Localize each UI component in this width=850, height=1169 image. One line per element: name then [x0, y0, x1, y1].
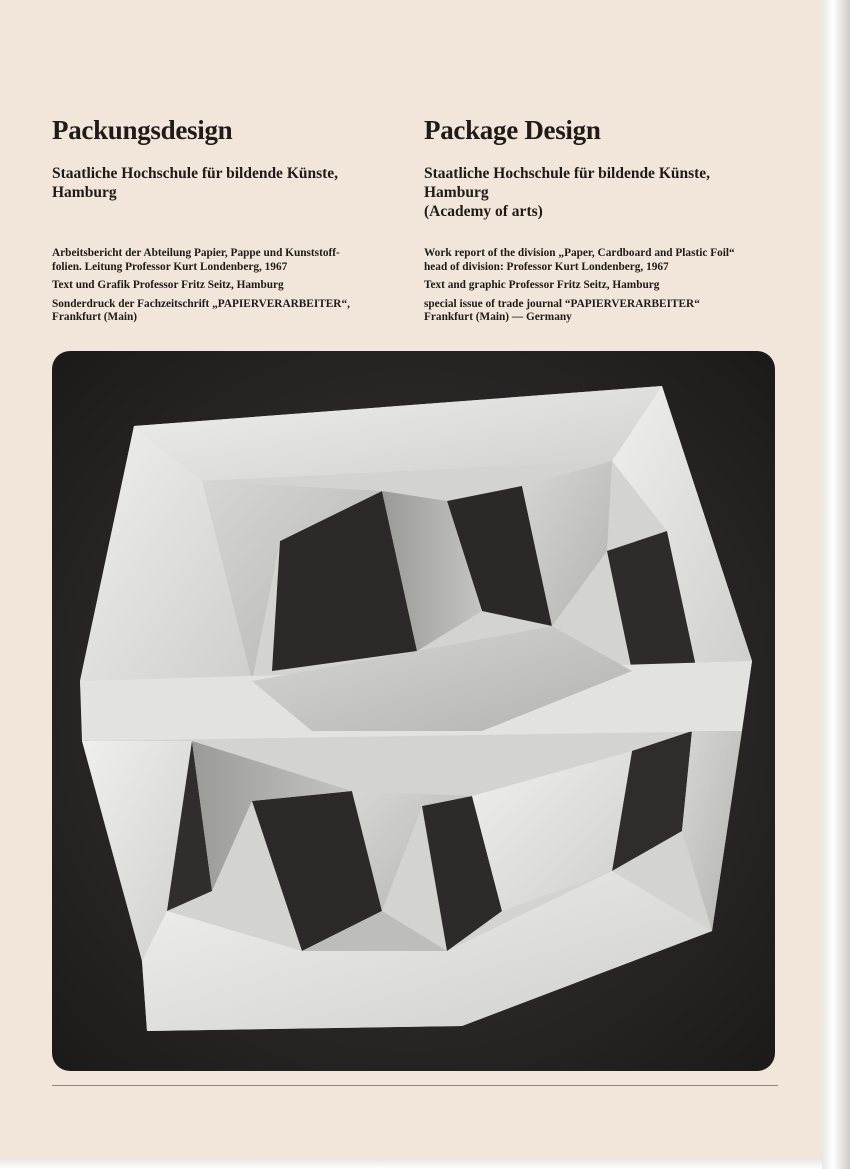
- english-issue-line2: Frankfurt (Main) — Germany: [424, 311, 572, 324]
- german-school-line: Staatliche Hochschule für bildende Künste,: [52, 165, 339, 182]
- german-report-line2: folien. Leitung Professor Kurt Londenberg, 1967: [52, 260, 288, 273]
- english-issue-line1: special issue of trade journal “PAPIERVERARBEITER“: [424, 297, 700, 310]
- english-school-subtitle: (Academy of arts): [424, 203, 543, 220]
- german-report-line1: Arbeitsbericht der Abteilung Papier, Pappe und Kunststoff-: [52, 247, 340, 259]
- paper-sculpture-photo: [52, 351, 775, 1071]
- paper-sculpture-illustration: [52, 351, 775, 1071]
- english-school-city: Hamburg: [424, 184, 489, 201]
- english-header: [424, 112, 794, 221]
- english-report-line2: head of division: Professor Kurt Londenberg, 1967: [424, 260, 669, 273]
- german-issue-line1: Sonderdruck der Fachzeitschrift „PAPIERVERARBEITER“,: [52, 297, 350, 310]
- german-report: [52, 247, 408, 274]
- english-title: Package Design: [424, 115, 601, 145]
- german-issue: [52, 298, 408, 325]
- english-credit: Text and graphic Professor Fritz Seitz, Hamburg: [424, 279, 660, 292]
- english-school-line: Staatliche Hochschule für bildende Künste,: [424, 165, 711, 182]
- german-title: Packungsdesign: [52, 115, 233, 145]
- english-school: [424, 164, 794, 221]
- german-header: [52, 112, 412, 202]
- english-notes: [424, 247, 794, 330]
- english-report: [424, 247, 794, 274]
- german-issue-line2: Frankfurt (Main): [52, 311, 138, 324]
- german-school-city: Hamburg: [52, 184, 117, 201]
- english-issue: [424, 298, 794, 325]
- german-school: [52, 164, 412, 202]
- english-report-line1: Work report of the division „Paper, Cardboard and Plastic Foil“: [424, 247, 735, 259]
- german-notes: [52, 247, 408, 330]
- footer-rule: [52, 1085, 778, 1086]
- scan-bottom-edge: [0, 1158, 822, 1169]
- german-credit: Text und Grafik Professor Fritz Seitz, Hamburg: [52, 279, 284, 292]
- scan-edge: [822, 0, 850, 1169]
